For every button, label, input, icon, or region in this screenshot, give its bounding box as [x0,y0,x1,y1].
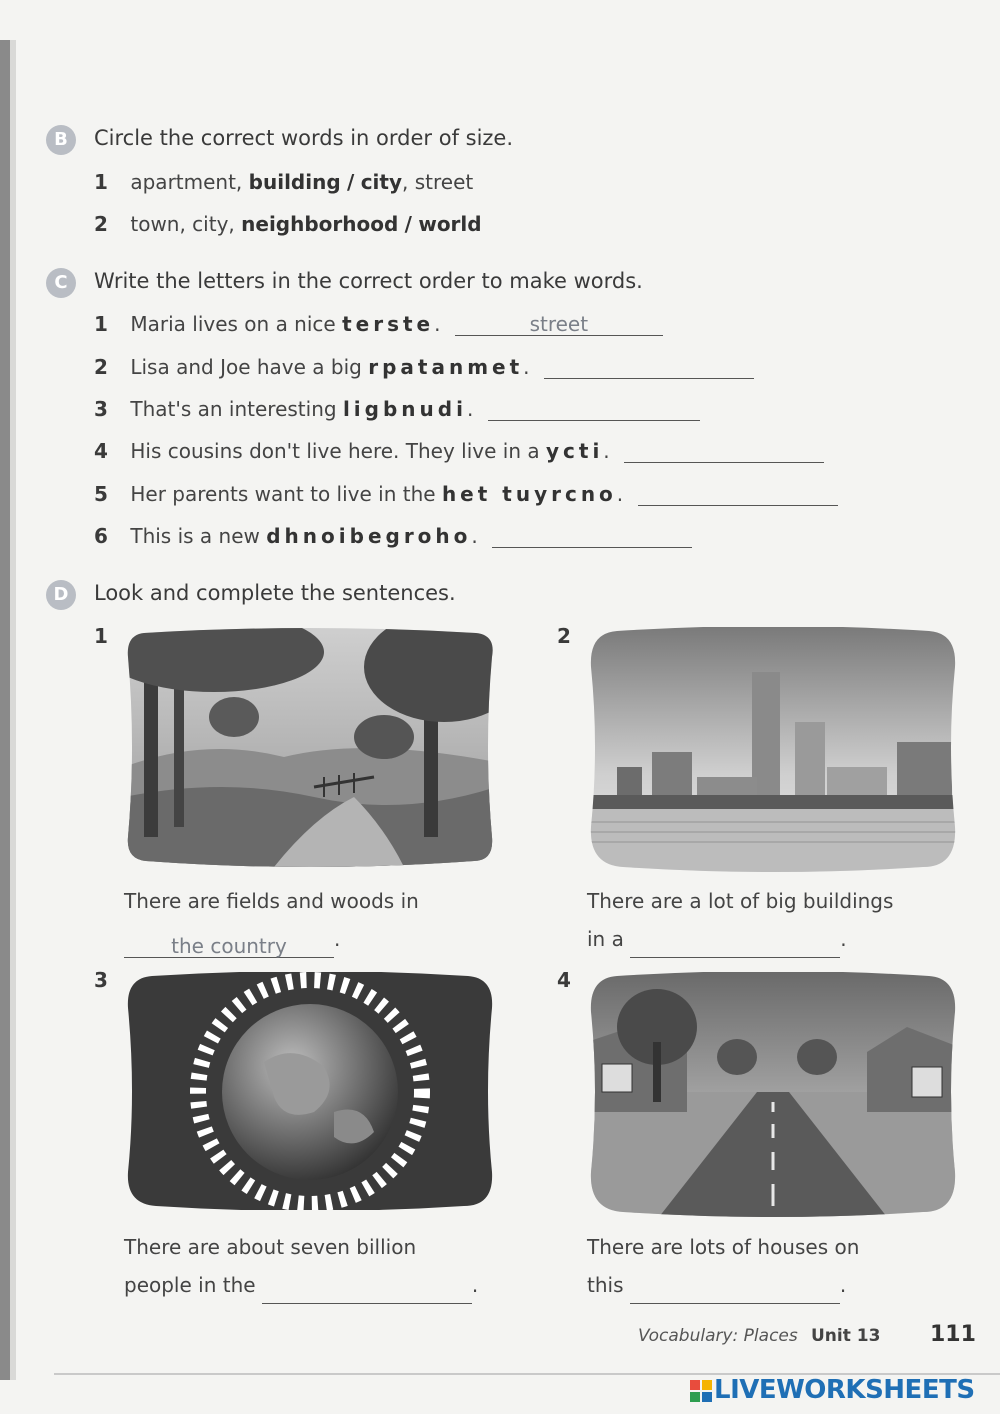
item-number: 2 [94,212,108,236]
item-text: That's an interesting [130,397,337,421]
answer-field[interactable] [544,356,754,379]
item-text: This is a new [130,524,260,548]
scrambled-word: dhnoibegroho [266,524,472,548]
item-text: , street [402,170,474,194]
caption-line-1: There are a lot of big buildings [587,889,894,913]
item-text: . [603,439,610,463]
picture-number: 4 [557,968,571,992]
item-text: Lisa and Joe have a big [130,355,362,379]
caption-end: . [471,1273,479,1297]
section-d-heading: Look and complete the sentences. [94,581,456,605]
answer-field[interactable]: street [455,313,663,336]
word-option[interactable]: world [418,212,482,236]
page-number: 111 [930,1322,976,1347]
page-spine-edge [10,40,16,1380]
answer-field[interactable] [630,1281,840,1304]
section-b-badge: B [46,125,76,155]
section-b-item-1 [94,170,473,194]
picture-number: 2 [557,624,571,648]
item-text: . [466,397,474,421]
picture-number: 3 [94,968,108,992]
caption-line-1: There are about seven billion [124,1235,417,1259]
item-number: 1 [94,312,108,336]
caption-line-1: There are fields and woods in [124,889,419,913]
answer-field[interactable] [262,1281,472,1304]
answer-field[interactable] [492,525,692,548]
item-number: 6 [94,524,108,548]
option-separator: / [347,170,355,194]
scrambled-word: ycti [545,439,604,463]
section-c-heading: Write the letters in the correct order to make words. [94,269,643,293]
item-text: His cousins don't live here. They live in a [130,439,540,463]
scrambled-word: het tuyrcno [441,482,617,506]
page-spine-shadow [0,40,10,1380]
item-text: . [434,312,441,336]
item-number: 1 [94,170,108,194]
countryside-landscape-image [124,627,496,867]
section-c-item-3 [94,397,700,421]
world-people-image [124,972,496,1210]
watermark-text: LIVEWORKSHEETS [714,1375,975,1405]
section-b-heading: Circle the correct words in order of size. [94,126,514,150]
section-c-item-5 [94,482,838,506]
item-number: 4 [94,439,108,463]
item-text: apartment, [130,170,243,194]
scrambled-word: rpatanmet [368,355,524,379]
item-text: Maria lives on a nice [130,312,336,336]
item-text: . [523,355,530,379]
liveworksheets-logo-icon [690,1380,712,1402]
caption-line-2 [587,920,847,958]
item-text: . [471,524,478,548]
answer-field[interactable] [488,398,700,421]
word-option[interactable]: neighborhood [241,212,399,236]
answer-field[interactable] [624,440,824,463]
city-skyline-image [587,627,959,872]
caption-end: . [334,927,341,951]
section-d-badge: D [46,580,76,610]
item-text: town, city, [130,212,235,236]
caption-line-2 [124,1266,478,1304]
section-b-item-2 [94,212,482,236]
scrambled-word: ligbnudi [342,397,467,421]
caption-start: this [587,1273,624,1297]
item-number: 2 [94,355,108,379]
caption-line-2 [587,1266,846,1304]
caption-start: in a [587,927,624,951]
section-c-item-6 [94,524,692,548]
section-c-item-2 [94,355,754,379]
item-text: . [616,482,624,506]
caption-line-1: There are lots of houses on [587,1235,860,1259]
answer-field[interactable] [630,935,840,958]
caption-end: . [840,927,847,951]
street-houses-image [587,972,959,1217]
section-c-item-4 [94,439,824,463]
answer-field[interactable] [638,483,838,506]
section-c-item-1 [94,312,663,336]
scrambled-word: terste [342,312,435,336]
section-c-badge: C [46,268,76,298]
picture-number: 1 [94,624,108,648]
option-separator: / [404,212,412,236]
item-number: 3 [94,397,108,421]
footer-unit: Unit 13 [811,1326,881,1346]
item-text: Her parents want to live in the [130,482,436,506]
caption-start: people in the [124,1273,256,1297]
caption-line-2 [124,920,340,958]
answer-field[interactable]: the country [124,935,334,958]
liveworksheets-watermark [690,1375,975,1405]
item-number: 5 [94,482,108,506]
word-option[interactable]: city [360,170,402,194]
word-option[interactable]: building [248,170,341,194]
footer-section-label: Vocabulary: Places [638,1326,798,1346]
caption-end: . [839,1273,847,1297]
